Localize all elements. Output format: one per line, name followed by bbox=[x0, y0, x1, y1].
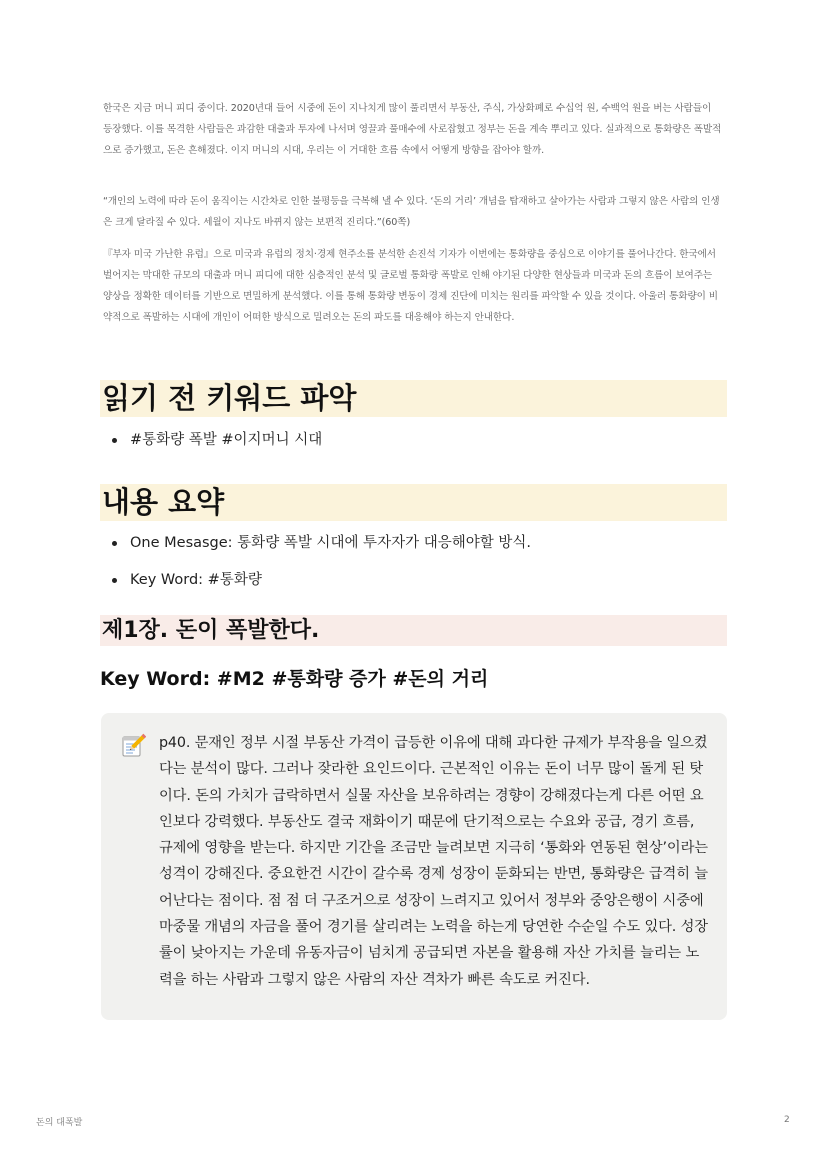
bullet-icon bbox=[112, 541, 117, 546]
intro-paragraph-2: “개인의 노력에 따라 돈이 움직이는 시간차로 인한 불평등을 극복해 낼 수 있다. ‘돈의 거리’ 개념을 탑재하고 살아가는 사람과 그렇지 않은 사람의 인생은 크게 달라질 수 있다. 세월이 지나도 바뀌지 않는 보편적 진리다.”(60쪽) bbox=[103, 196, 720, 228]
list-item bbox=[108, 570, 531, 590]
bullet-icon bbox=[112, 438, 117, 443]
summary-list bbox=[108, 533, 531, 590]
footer-title: 돈의 대폭발 bbox=[36, 1118, 83, 1128]
list-item bbox=[108, 430, 322, 450]
bullet-icon bbox=[112, 578, 117, 583]
summary-heading: 내용 요약 bbox=[100, 484, 727, 521]
list-item-text: One Mesasge: 통화량 폭발 시대에 투자자가 대응해야할 방식. bbox=[130, 535, 531, 551]
intro-paragraph-3: 『부자 미국 가난한 유럽』으로 미국과 유럽의 정치·경제 현주소를 분석한 손진석 기자가 이번에는 통화량을 중심으로 이야기를 풀어나간다. 한국에서 벌어지는 막대한 규모의 대출과 머니 피디에 대한 심층적인 분석 및 글로벌 통화량 폭발로 인해 야기된 다양한 현상들과 미국과 돈의 흐름이 보여주는 양상을 정확한 데이터를 기반으로 면밀하게 분석했다. 이를 통해 통화량 변동이 경제 진단에 미치는 원리를 파악할 수 있을 것이다. 아울러 통화량이 비약적으로 폭발하는 시대에 개인이 어떠한 방식으로 밀려오는 돈의 파도를 대응해야 하는지 안내한다. bbox=[103, 249, 718, 323]
memo-icon bbox=[120, 732, 146, 758]
intro-paragraph-1: 한국은 지금 머니 피디 중이다. 2020년대 들어 시중에 돈이 지나치게 많이 풀리면서 부동산, 주식, 가상화폐로 수십억 원, 수백억 원을 버는 사람들이 등장했다. 이를 목격한 사람들은 과감한 대출과 투자에 나서며 영끌과 풀매수에 사로잡혔고 정부는 돈을 계속 뿌리고 있다. 실과적으로 통화량은 폭발적으로 증가했고, 돈은 흔해졌다. 이지 머니의 시대, 우리는 이 거대한 흐름 속에서 어떻게 방향을 잡아야 할까. bbox=[103, 103, 722, 156]
keywords-list bbox=[108, 430, 322, 450]
list-item-text: Key Word: #통화량 bbox=[130, 572, 262, 588]
page-number: 2 bbox=[784, 1115, 790, 1125]
list-item-text: #통화량 폭발 #이지머니 시대 bbox=[130, 432, 323, 448]
keywords-heading: 읽기 전 키워드 파악 bbox=[100, 380, 727, 417]
chapter-heading: 제1장. 돈이 폭발한다. bbox=[100, 615, 727, 646]
list-item bbox=[108, 533, 531, 553]
callout-text: p40. 문재인 정부 시절 부동산 가격이 급등한 이유에 대해 과다한 규제가 부작용을 일으켰다는 분석이 많다. 그러나 잦라한 요인드이다. 근본적인 이유는 돈이 너무 많이 돌게 된 탓이다. 돈의 가치가 급락하면서 실물 자산을 보유하려는 경향이 강해졌다는게 다른 어떤 요인보다 강력했다. 부동산도 결국 재화이기 때문에 단기적으로는 수요와 공급, 경기 흐름, 규제에 영향을 받는다. 하지만 기간을 조금만 늘려보면 지극히 ‘통화와 연동된 현상’이라는 성격이 강해진다. 중요한건 시간이 갈수록 경제 성장이 둔화되는 반면, 통화량은 급격히 늘어난다는 점이다. 점 점 더 구조거으로 성장이 느려지고 있어서 정부와 중앙은행이 시중에 마중물 개념의 자금을 풀어 경기를 살리려는 노력을 하는게 당연한 수순일 수도 있다. 성장률이 낮아지는 가운데 유동자금이 넘치게 공급되면 자본을 활용해 자산 가치를 늘리는 노력을 하는 사람과 그렇지 않은 사람의 자산 격차가 빠른 속도로 커진다. bbox=[159, 735, 708, 988]
chapter-keyword-heading: Key Word: #M2 #통화량 증가 #돈의 거리 bbox=[100, 668, 489, 690]
callout-block bbox=[101, 713, 727, 1020]
